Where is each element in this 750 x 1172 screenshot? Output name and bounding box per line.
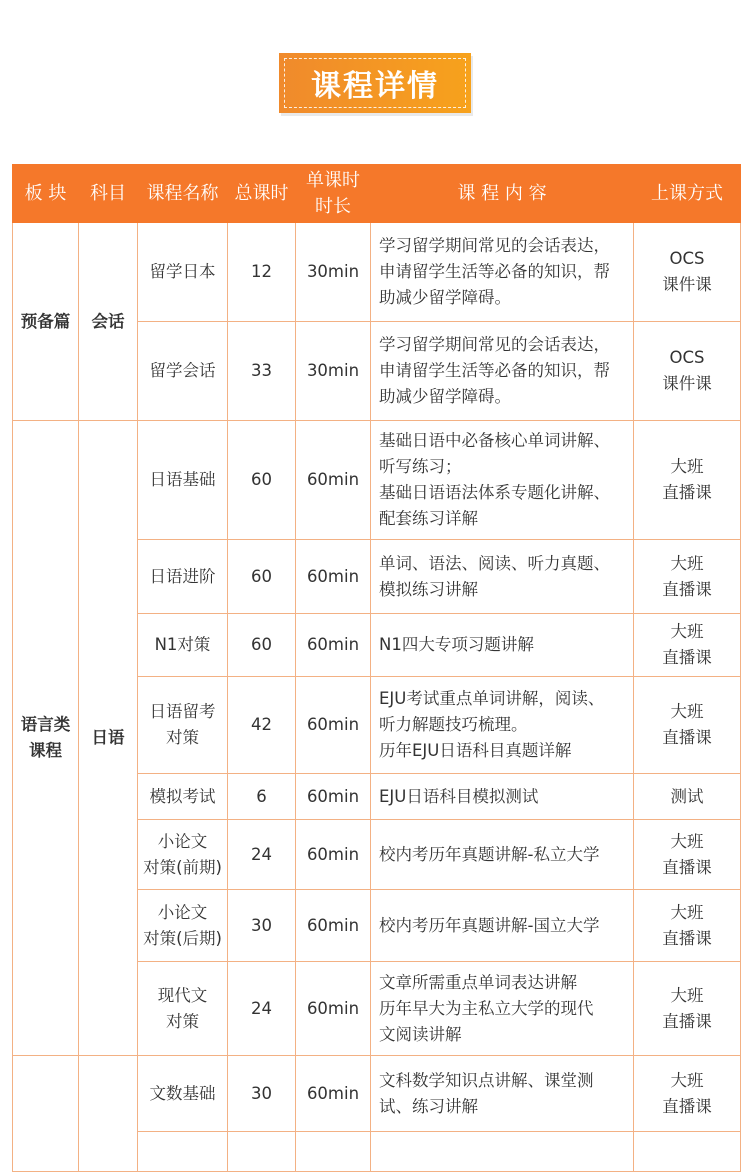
header-lesson-duration-line: 时长: [315, 195, 351, 217]
course-content-cell: [371, 223, 634, 322]
course-name-line: 日语留考: [149, 702, 216, 721]
course-content-line: 模拟练习讲解: [379, 579, 478, 599]
total-hours-cell: 42: [228, 677, 296, 774]
total-hours-cell: [228, 1132, 296, 1172]
subject-cell: 会话: [79, 223, 138, 421]
course-name-cell: [138, 322, 228, 421]
course-content-cell: [371, 540, 634, 614]
course-name-line: N1对策: [154, 635, 211, 654]
class-method-line: 直播课: [662, 1011, 712, 1031]
header-content: 课 程 内 容: [371, 165, 634, 223]
header-lesson-duration-line: 单课时: [306, 169, 360, 191]
course-content-line: 文阅读讲解: [379, 1024, 462, 1044]
course-name-cell: [138, 820, 228, 890]
course-name-line: 现代文: [157, 985, 208, 1005]
class-method-line: 直播课: [662, 1096, 712, 1116]
class-method-line: 直播课: [662, 857, 712, 877]
lesson-duration-cell: 60min: [296, 1056, 371, 1132]
class-method-line: 直播课: [662, 579, 712, 599]
lesson-duration-cell: 60min: [296, 890, 371, 962]
class-method-cell: [634, 820, 741, 890]
lesson-duration-cell: 60min: [296, 774, 371, 820]
course-name-cell: [138, 1132, 228, 1172]
lesson-duration-cell: 60min: [296, 820, 371, 890]
total-hours-cell: 24: [228, 962, 296, 1056]
course-name-line: 对策: [166, 728, 199, 747]
section-line: 语言类: [20, 715, 71, 734]
course-name-cell: [138, 890, 228, 962]
course-content-line: 听写练习；: [379, 457, 462, 476]
course-name-line: 留学日本: [149, 262, 216, 281]
total-hours-cell: 24: [228, 820, 296, 890]
course-name-cell: [138, 421, 228, 540]
course-content-line: 单词、语法、阅读、听力真题、: [379, 553, 610, 573]
class-method-cell: [634, 540, 741, 614]
header-lesson-duration: [296, 165, 371, 223]
course-name-line: 对策(后期): [143, 928, 222, 948]
class-method-cell: [634, 1056, 741, 1132]
course-content-line: EJU考试重点单词讲解，阅读、: [379, 689, 605, 708]
header-section: 板 块: [13, 165, 79, 223]
table-header-row: [13, 165, 741, 223]
course-name-cell: [138, 223, 228, 322]
class-method-cell: [634, 421, 741, 540]
class-method-line: 大班: [670, 902, 704, 922]
course-name-line: 日语基础: [149, 470, 216, 489]
header-subject: 科目: [79, 165, 138, 223]
section-cell: [13, 1056, 79, 1172]
course-content-line: 文科数学知识点讲解、课堂测: [379, 1070, 594, 1090]
course-name-line: 文数基础: [149, 1083, 216, 1103]
course-table: [12, 164, 741, 1172]
header-method: 上课方式: [634, 165, 741, 223]
class-method-cell: [634, 774, 741, 820]
course-content-line: EJU日语科目模拟测试: [379, 786, 539, 806]
class-method-line: OCS: [669, 348, 705, 367]
total-hours-cell: 30: [228, 890, 296, 962]
course-content-cell: [371, 677, 634, 774]
lesson-duration-cell: 30min: [296, 322, 371, 421]
course-name-line: 小论文: [157, 902, 208, 922]
course-content-line: 历年早大为主私立大学的现代: [379, 998, 594, 1018]
total-hours-cell: 60: [228, 540, 296, 614]
lesson-duration-cell: 60min: [296, 421, 371, 540]
course-name-cell: [138, 774, 228, 820]
class-method-line: 直播课: [662, 928, 712, 948]
course-content-cell: [371, 322, 634, 421]
total-hours-cell: 12: [228, 223, 296, 322]
class-method-line: 课件课: [662, 374, 712, 393]
table-row: [13, 223, 741, 322]
class-method-line: 测试: [670, 786, 704, 806]
class-method-line: OCS: [669, 249, 705, 268]
total-hours-cell: 60: [228, 614, 296, 677]
course-content-cell: [371, 962, 634, 1056]
class-method-cell: [634, 614, 741, 677]
course-content-cell: [371, 614, 634, 677]
header-total-hours: 总课时: [228, 165, 296, 223]
class-method-line: 大班: [670, 457, 704, 476]
lesson-duration-cell: 60min: [296, 540, 371, 614]
course-content-cell: [371, 1132, 634, 1172]
class-method-cell: [634, 223, 741, 322]
section-cell: [13, 421, 79, 1056]
class-method-line: 直播课: [662, 648, 712, 667]
class-method-line: 大班: [670, 985, 704, 1005]
class-method-line: 大班: [670, 553, 704, 573]
page-title: 课程详情: [311, 69, 439, 104]
course-name-line: 小论文: [157, 831, 208, 851]
total-hours-cell: 60: [228, 421, 296, 540]
course-name-line: 模拟考试: [149, 786, 216, 806]
course-name-cell: [138, 962, 228, 1056]
class-method-cell: [634, 322, 741, 421]
course-content-cell: [371, 890, 634, 962]
course-content-line: 文章所需重点单词表达讲解: [379, 972, 577, 992]
course-content-line: 学习留学期间常见的会话表达，: [379, 236, 610, 255]
lesson-duration-cell: 60min: [296, 962, 371, 1056]
subject-cell: 日语: [79, 421, 138, 1056]
section-title-banner: [279, 53, 471, 113]
subject-cell: [79, 1056, 138, 1172]
course-content-line: 学习留学期间常见的会话表达，: [379, 335, 610, 354]
course-content-line: 基础日语中必备核心单词讲解、: [379, 431, 610, 450]
class-method-cell: [634, 677, 741, 774]
course-content-line: 申请留学生活等必备的知识，帮: [379, 361, 610, 380]
course-name-cell: [138, 677, 228, 774]
class-method-cell: [634, 1132, 741, 1172]
course-content-line: N1四大专项习题讲解: [379, 635, 534, 654]
class-method-line: 直播课: [662, 728, 712, 747]
course-content-line: 历年EJU日语科目真题详解: [379, 741, 572, 760]
class-method-cell: [634, 962, 741, 1056]
table-row: [13, 421, 741, 540]
header-course-name: 课程名称: [138, 165, 228, 223]
total-hours-cell: 30: [228, 1056, 296, 1132]
lesson-duration-cell: 30min: [296, 223, 371, 322]
course-content-line: 助减少留学障碍。: [379, 288, 511, 307]
course-name-cell: [138, 540, 228, 614]
total-hours-cell: 6: [228, 774, 296, 820]
lesson-duration-cell: [296, 1132, 371, 1172]
class-method-line: 大班: [670, 622, 704, 641]
course-content-line: 校内考历年真题讲解-私立大学: [379, 844, 600, 864]
section-line: 课程: [29, 741, 62, 760]
course-content-line: 基础日语语法体系专题化讲解、: [379, 483, 610, 502]
course-content-line: 试、练习讲解: [379, 1096, 478, 1116]
class-method-line: 课件课: [662, 275, 712, 294]
course-name-cell: [138, 1056, 228, 1132]
section-line: 预备篇: [20, 311, 71, 331]
course-name-line: 留学会话: [149, 361, 216, 380]
class-method-line: 大班: [670, 1070, 704, 1090]
table-row: [13, 1056, 741, 1132]
course-name-line: 对策(前期): [143, 857, 222, 877]
course-name-line: 对策: [166, 1011, 199, 1031]
course-name-line: 日语进阶: [149, 566, 216, 586]
course-content-line: 配套练习详解: [379, 509, 478, 528]
lesson-duration-cell: 60min: [296, 677, 371, 774]
course-content-cell: [371, 421, 634, 540]
course-content-cell: [371, 820, 634, 890]
lesson-duration-cell: 60min: [296, 614, 371, 677]
course-content-cell: [371, 1056, 634, 1132]
total-hours-cell: 33: [228, 322, 296, 421]
section-cell: [13, 223, 79, 421]
course-content-line: 助减少留学障碍。: [379, 387, 511, 406]
class-method-line: 直播课: [662, 483, 712, 502]
course-content-line: 听力解题技巧梳理。: [379, 715, 528, 734]
class-method-cell: [634, 890, 741, 962]
course-content-line: 校内考历年真题讲解-国立大学: [379, 915, 600, 935]
course-content-cell: [371, 774, 634, 820]
class-method-line: 大班: [670, 831, 704, 851]
course-content-line: 申请留学生活等必备的知识，帮: [379, 262, 610, 281]
course-name-cell: [138, 614, 228, 677]
class-method-line: 大班: [670, 702, 704, 721]
